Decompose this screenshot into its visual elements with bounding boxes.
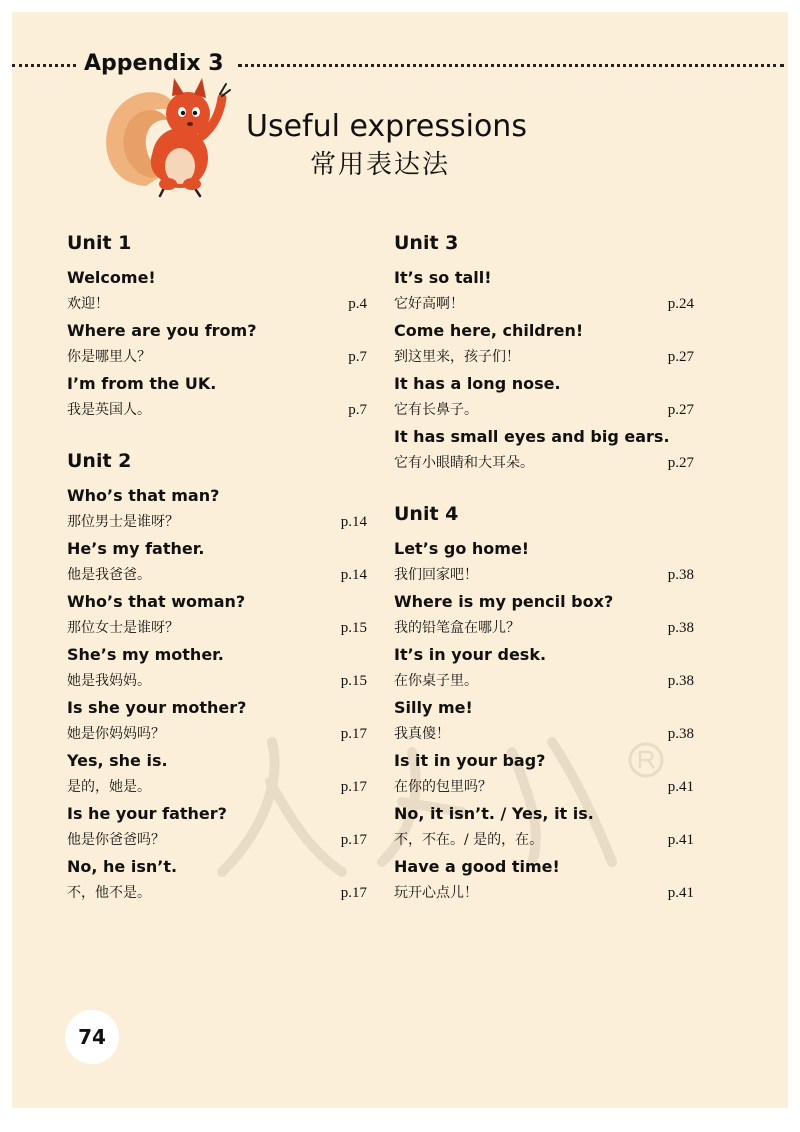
expression-english: Let’s go home! — [394, 539, 530, 558]
expression-row — [394, 749, 694, 802]
appendix-label: Appendix 3 — [84, 51, 224, 76]
page-reference: p.15 — [340, 673, 367, 689]
page-reference: p.4 — [348, 296, 367, 312]
page-reference: p.15 — [340, 620, 367, 636]
page-reference: p.14 — [340, 567, 367, 583]
expression-english: Who’s that man? — [67, 486, 220, 505]
expression-english: I’m from the UK. — [67, 374, 217, 393]
page-reference: p.17 — [340, 726, 367, 742]
expression-chinese: 欢迎！ — [67, 296, 109, 312]
expression-english: Where are you from? — [67, 321, 257, 340]
unit-section — [394, 501, 694, 908]
expression-row — [394, 425, 694, 478]
expression-english: Silly me! — [394, 698, 473, 717]
expression-chinese: 我是英国人。 — [67, 402, 151, 418]
dotted-rule-right — [238, 64, 784, 67]
expression-chinese: 他是我爸爸。 — [67, 567, 151, 583]
page-reference: p.38 — [667, 620, 694, 636]
expression-row — [67, 484, 367, 537]
expression-row — [67, 319, 367, 372]
expression-row — [67, 696, 367, 749]
expression-row — [394, 266, 694, 319]
page-reference: p.17 — [340, 779, 367, 795]
expression-english: Is it in your bag? — [394, 751, 546, 770]
expression-english: Yes, she is. — [67, 751, 168, 770]
page-number: 74 — [65, 1010, 119, 1064]
expression-chinese: 不，他不是。 — [67, 885, 151, 901]
unit-section — [67, 230, 367, 425]
appendix-page — [12, 12, 788, 1108]
unit-heading: Unit 2 — [67, 450, 132, 472]
expression-chinese: 我的铅笔盒在哪儿？ — [394, 620, 520, 636]
page-reference: p.14 — [340, 514, 367, 530]
page-reference: p.41 — [667, 832, 694, 848]
expression-row — [394, 372, 694, 425]
unit-section — [394, 230, 694, 478]
expression-row — [67, 537, 367, 590]
expression-chinese: 它有长鼻子。 — [394, 402, 478, 418]
dotted-rule-left — [12, 64, 76, 67]
page-title-chinese: 常用表达法 — [310, 150, 451, 180]
expression-chinese: 玩开心点儿！ — [394, 885, 478, 901]
expression-english: Have a good time! — [394, 857, 560, 876]
unit-heading: Unit 3 — [394, 232, 459, 254]
expression-english: Is he your father? — [67, 804, 227, 823]
page-reference: p.27 — [667, 455, 694, 471]
expression-chinese: 那位女士是谁呀？ — [67, 620, 179, 636]
page-reference: p.38 — [667, 567, 694, 583]
expression-english: Where is my pencil box? — [394, 592, 614, 611]
expression-english: Who’s that woman? — [67, 592, 246, 611]
expression-row — [67, 802, 367, 855]
expression-row — [394, 696, 694, 749]
expression-chinese: 在你桌子里。 — [394, 673, 478, 689]
expression-chinese: 她是我妈妈。 — [67, 673, 151, 689]
page-title-english: Useful expressions — [246, 109, 527, 144]
unit-heading: Unit 1 — [67, 232, 132, 254]
expression-row — [394, 537, 694, 590]
expression-chinese: 在你的包里吗？ — [394, 779, 492, 795]
right-column — [394, 230, 694, 931]
expression-chinese: 不，不在。/ 是的，在。 — [394, 832, 544, 848]
expression-row — [67, 590, 367, 643]
left-column — [67, 230, 367, 931]
page-reference: p.41 — [667, 885, 694, 901]
expression-chinese: 你是哪里人？ — [67, 349, 151, 365]
expression-row — [394, 590, 694, 643]
expression-row — [394, 855, 694, 908]
expression-chinese: 它好高啊！ — [394, 296, 464, 312]
expression-chinese: 她是你妈妈吗？ — [67, 726, 165, 742]
expression-english: She’s my mother. — [67, 645, 224, 664]
page-reference: p.24 — [667, 296, 694, 312]
expression-chinese: 是的，她是。 — [67, 779, 151, 795]
expression-english: It’s in your desk. — [394, 645, 547, 664]
expression-row — [394, 802, 694, 855]
expression-english: Is she your mother? — [67, 698, 247, 717]
page-reference: p.27 — [667, 349, 694, 365]
page-reference: p.27 — [667, 402, 694, 418]
unit-section — [67, 448, 367, 908]
expression-row — [394, 319, 694, 372]
expression-english: No, it isn’t. / Yes, it is. — [394, 804, 594, 823]
page-reference: p.17 — [340, 832, 367, 848]
page-reference: p.38 — [667, 726, 694, 742]
expression-chinese: 我真傻！ — [394, 726, 450, 742]
expression-chinese: 他是你爸爸吗？ — [67, 832, 165, 848]
page-reference: p.7 — [348, 402, 367, 418]
expression-row — [394, 643, 694, 696]
expression-english: Welcome! — [67, 268, 156, 287]
expression-chinese: 我们回家吧！ — [394, 567, 478, 583]
unit-heading: Unit 4 — [394, 503, 459, 525]
expression-chinese: 它有小眼睛和大耳朵。 — [394, 455, 534, 471]
page-reference: p.7 — [348, 349, 367, 365]
expression-row — [67, 749, 367, 802]
expression-row — [67, 855, 367, 908]
expression-english: Come here, children! — [394, 321, 584, 340]
page-reference: p.41 — [667, 779, 694, 795]
expression-chinese: 那位男士是谁呀？ — [67, 514, 179, 530]
expression-english: He’s my father. — [67, 539, 205, 558]
expression-row — [67, 266, 367, 319]
page-reference: p.38 — [667, 673, 694, 689]
expression-english: No, he isn’t. — [67, 857, 178, 876]
expression-row — [67, 372, 367, 425]
expression-row — [67, 643, 367, 696]
expression-english: It’s so tall! — [394, 268, 492, 287]
page-reference: p.17 — [340, 885, 367, 901]
expression-english: It has small eyes and big ears. — [394, 427, 670, 446]
expression-chinese: 到这里来，孩子们！ — [394, 349, 520, 365]
expression-english: It has a long nose. — [394, 374, 561, 393]
squirrel-icon — [94, 74, 236, 198]
